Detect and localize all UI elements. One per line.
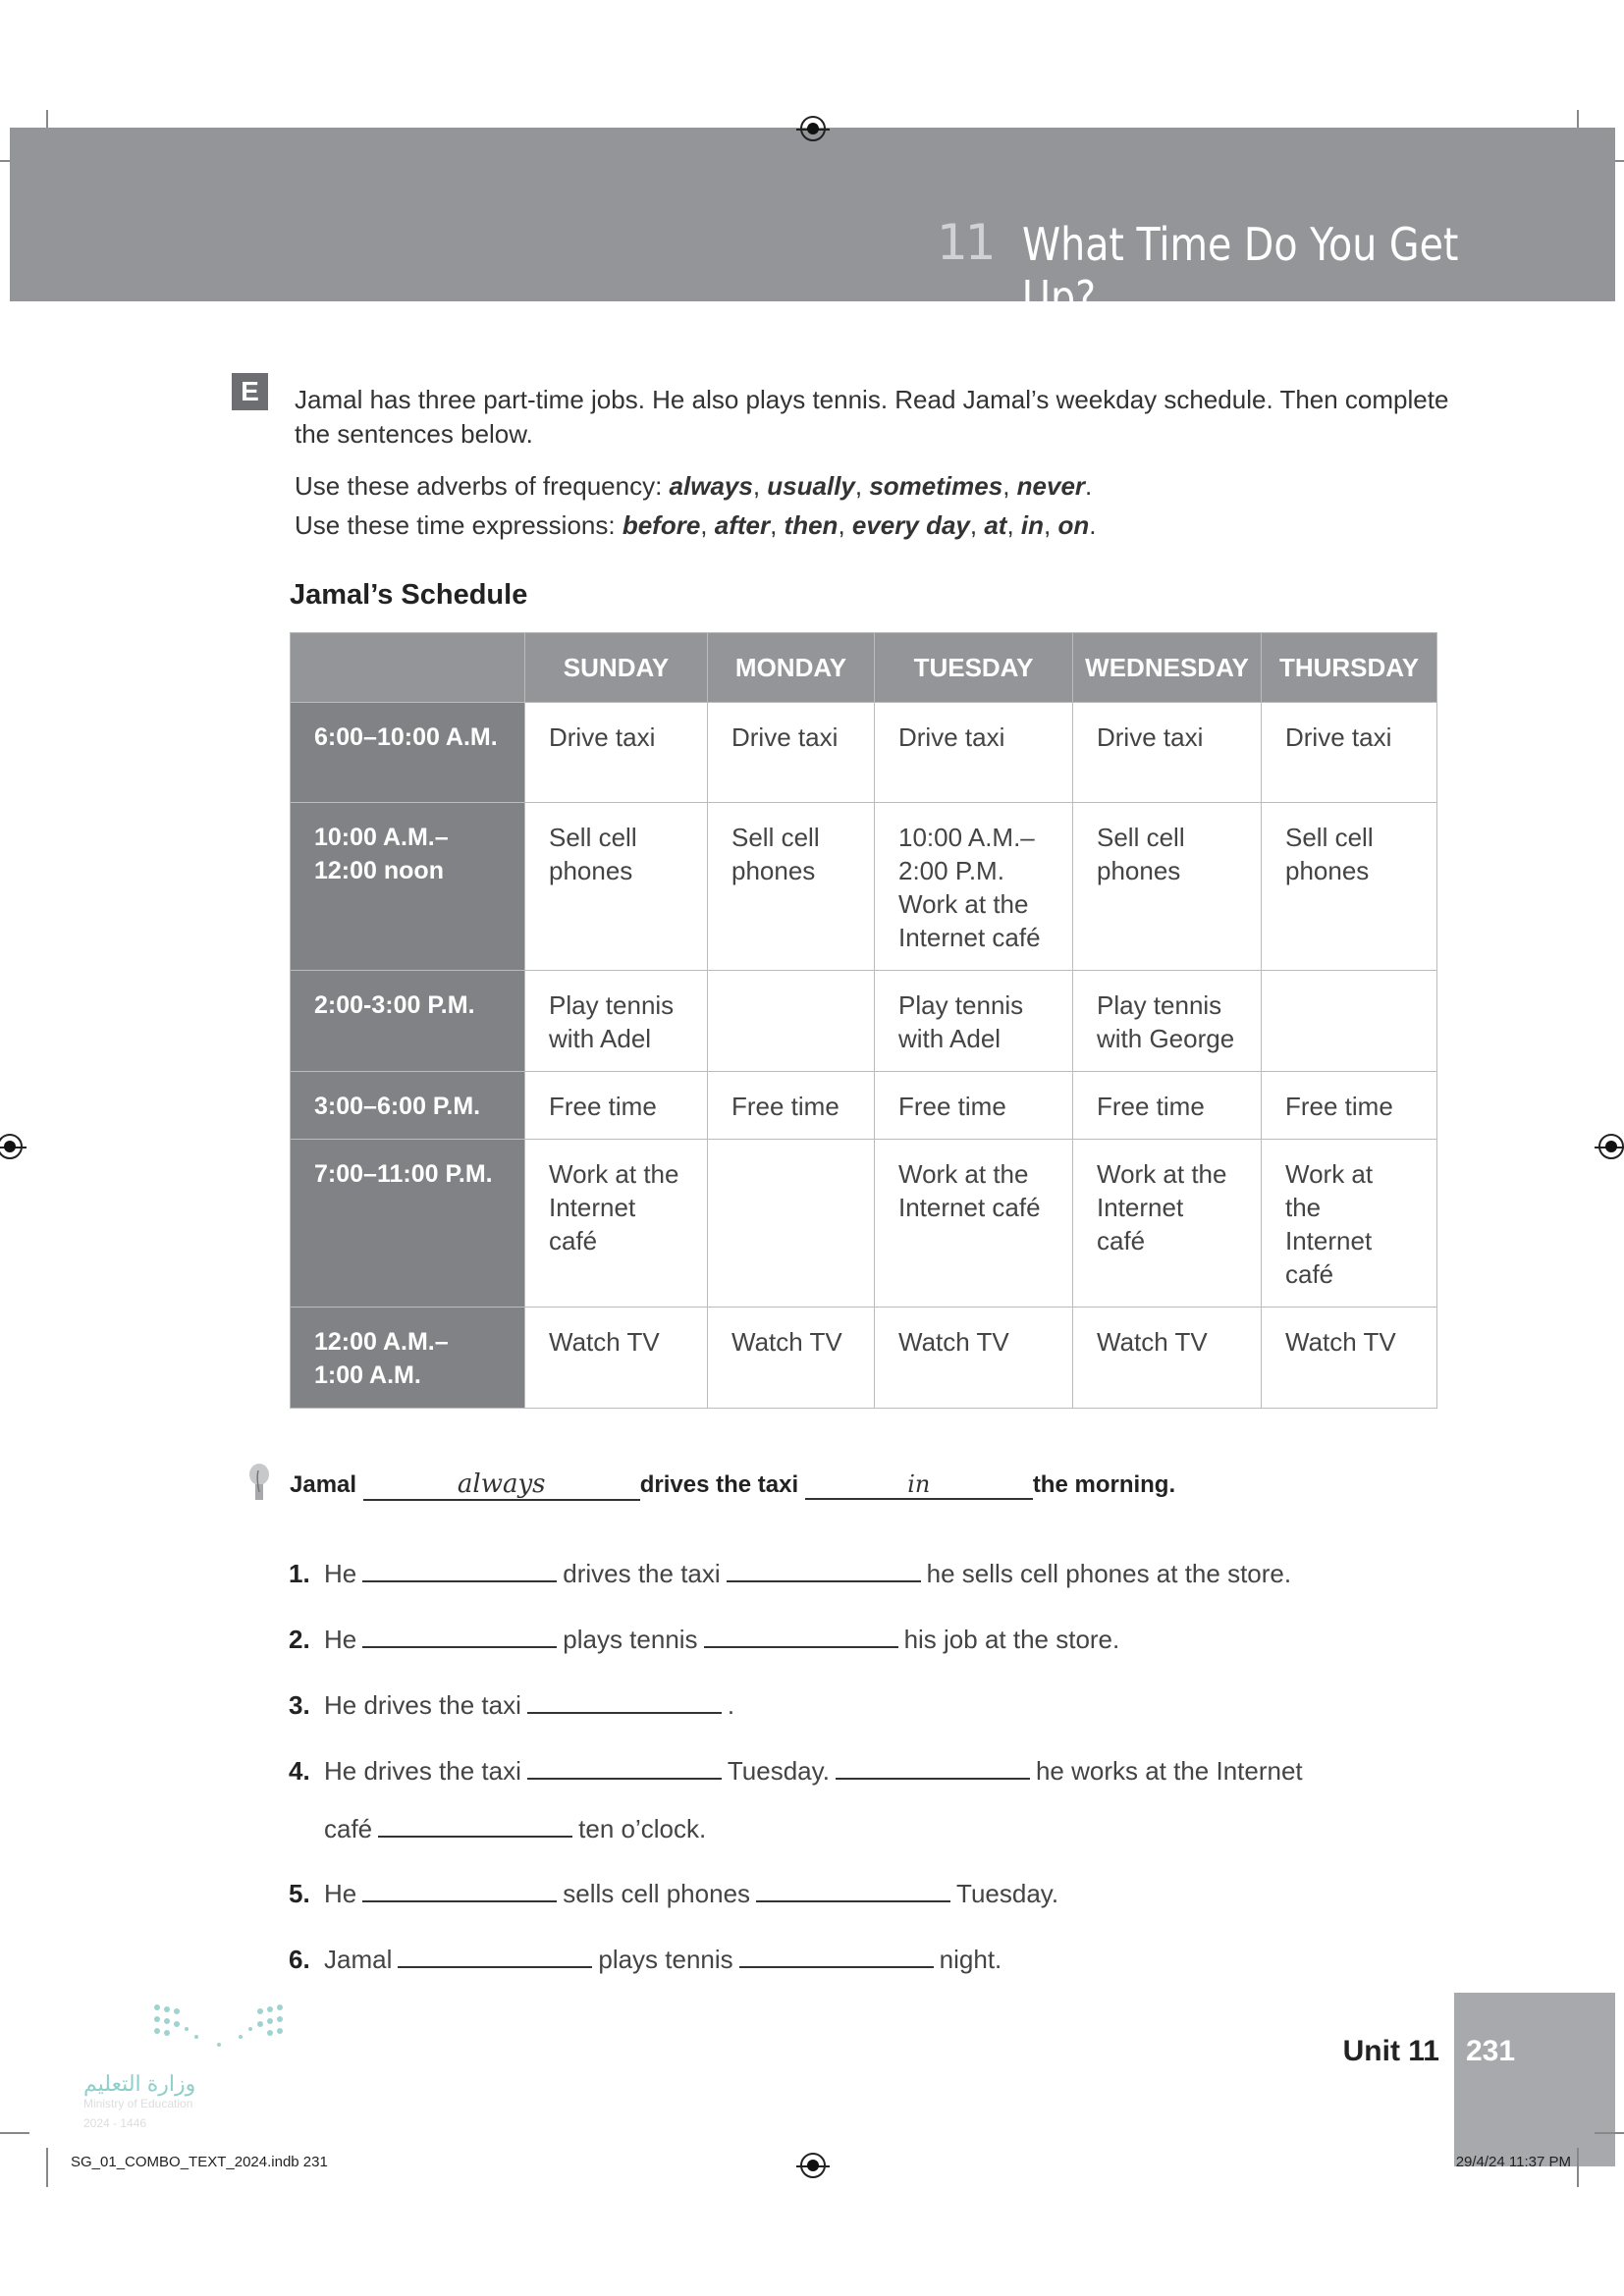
schedule-cell: Drive taxi [708, 703, 875, 803]
schedule-cell: Play tennis with Adel [525, 971, 708, 1072]
corner-cell [291, 633, 525, 703]
schedule-cell: Work at the Internet café [1262, 1140, 1437, 1308]
table-row [291, 971, 1437, 1072]
item-text: he works at the Internet [1035, 1756, 1303, 1786]
page-title: What Time Do You Get Up? [1022, 218, 1459, 324]
item-number: 3. [289, 1690, 310, 1720]
exercise-item [289, 1814, 706, 1844]
schedule-cell: Play tennis with Adel [875, 971, 1073, 1072]
schedule-table [290, 632, 1437, 1409]
crop-mark [1595, 2132, 1624, 2134]
time-slot: 3:00–6:00 P.M. [291, 1072, 525, 1140]
answer-blank[interactable] [527, 1690, 722, 1714]
exercise-item [289, 1756, 1303, 1787]
exercise-item [289, 1945, 1001, 1975]
schedule-cell: Work at the Internet café [875, 1140, 1073, 1308]
column-header: WEDNESDAY [1073, 633, 1262, 703]
registration-mark-icon [0, 1134, 23, 1159]
time-slot: 6:00–10:00 A.M. [291, 703, 525, 803]
page-number-tab [1454, 1993, 1615, 2166]
exercise-item [289, 1879, 1058, 1909]
item-text: night. [939, 1945, 1002, 1974]
ministry-logo [83, 1998, 295, 2130]
item-text: ten o’clock. [578, 1814, 707, 1843]
answer-blank[interactable] [727, 1559, 921, 1582]
answer-blank[interactable] [756, 1879, 950, 1902]
schedule-cell [708, 971, 875, 1072]
item-text: sells cell phones [563, 1879, 751, 1908]
item-text: his job at the store. [903, 1625, 1120, 1654]
schedule-cell: 10:00 A.M.– 2:00 P.M. Work at the Internet café [875, 803, 1073, 971]
word: always [669, 471, 753, 501]
item-text: Tuesday. [956, 1879, 1059, 1908]
item-text: Jamal [324, 1945, 393, 1974]
table-row [291, 803, 1437, 971]
schedule-cell: Watch TV [1073, 1308, 1262, 1409]
example-text: the morning. [1032, 1471, 1176, 1498]
answer-blank[interactable] [378, 1814, 572, 1838]
item-text: drives the taxi [563, 1559, 721, 1588]
schedule-cell: Watch TV [525, 1308, 708, 1409]
adverbs-line: Use these adverbs of frequency: always, usually, sometimes, never. [295, 471, 1093, 501]
word: at [984, 510, 1007, 540]
answer-blank[interactable] [362, 1879, 557, 1902]
schedule-cell [1262, 971, 1437, 1072]
lightbulb-icon [248, 1463, 270, 1504]
logo-year: 2024 - 1446 [83, 2116, 147, 2130]
schedule-cell: Sell cell phones [708, 803, 875, 971]
example-sentence [290, 1469, 1175, 1501]
time-slot: 7:00–11:00 P.M. [291, 1140, 525, 1308]
answer-blank[interactable] [739, 1945, 934, 1968]
instruction-line: Jamal has three part-time jobs. He also plays tennis. Read Jamal’s weekday schedule. Then complete [295, 385, 1449, 414]
item-text: café [324, 1814, 373, 1843]
schedule-cell: Free time [525, 1072, 708, 1140]
exercise-item [289, 1625, 1119, 1655]
example-answer: in [805, 1470, 1033, 1500]
example-answer: always [363, 1469, 640, 1501]
registration-mark-icon [800, 116, 826, 141]
item-text: He [324, 1879, 357, 1908]
schedule-cell: Play tennis with George [1073, 971, 1262, 1072]
schedule-cell: Work at the Internet café [1073, 1140, 1262, 1308]
word: usually [767, 471, 855, 501]
table-row [291, 703, 1437, 803]
schedule-cell: Drive taxi [1262, 703, 1437, 803]
word: every day [851, 510, 970, 540]
answer-blank[interactable] [362, 1625, 557, 1648]
schedule-cell: Drive taxi [875, 703, 1073, 803]
schedule-cell: Drive taxi [525, 703, 708, 803]
unit-label: Unit 11 [1342, 2035, 1439, 2067]
item-number: 2. [289, 1625, 310, 1654]
item-number: 4. [289, 1756, 310, 1786]
date-info: 29/4/24 11:37 PM [1455, 2154, 1571, 2170]
column-header: THURSDAY [1262, 633, 1437, 703]
logo-dots-icon [83, 1998, 295, 2066]
schedule-cell: Free time [1073, 1072, 1262, 1140]
adverbs-prefix: Use these adverbs of frequency: [295, 471, 670, 501]
registration-mark-icon [1598, 1134, 1624, 1159]
answer-blank[interactable] [704, 1625, 898, 1648]
schedule-cell: Drive taxi [1073, 703, 1262, 803]
crop-mark [0, 2132, 29, 2134]
item-text: He drives the taxi [324, 1756, 521, 1786]
item-text: plays tennis [598, 1945, 733, 1974]
item-text: he sells cell phones at the store. [926, 1559, 1292, 1588]
schedule-cell: Sell cell phones [1073, 803, 1262, 971]
table-header-row [291, 633, 1437, 703]
instruction-line: the sentences below. [295, 419, 533, 449]
word: after [714, 510, 771, 540]
table-row [291, 1072, 1437, 1140]
word: before [622, 510, 701, 540]
logo-arabic: وزارة التعليم [83, 2071, 196, 2096]
item-text: He [324, 1559, 357, 1588]
item-number: 1. [289, 1559, 310, 1588]
crop-mark [1577, 2148, 1579, 2187]
unit-number: 11 [937, 214, 994, 271]
time-slot: 10:00 A.M.– 12:00 noon [291, 803, 525, 971]
answer-blank[interactable] [362, 1559, 557, 1582]
time-slot: 2:00-3:00 P.M. [291, 971, 525, 1072]
answer-blank[interactable] [836, 1756, 1030, 1780]
schedule-cell: Sell cell phones [1262, 803, 1437, 971]
schedule-cell [708, 1140, 875, 1308]
word: then [784, 510, 839, 540]
time-prefix: Use these time expressions: [295, 510, 623, 540]
word: in [1020, 510, 1045, 540]
answer-blank[interactable] [398, 1945, 592, 1968]
time-slot: 12:00 A.M.– 1:00 A.M. [291, 1308, 525, 1409]
crop-mark [46, 2148, 48, 2187]
item-number: 6. [289, 1945, 310, 1974]
word: sometimes [869, 471, 1003, 501]
time-expressions-line: Use these time expressions: before, after, then, every day, at, in, on. [295, 510, 1097, 540]
answer-blank[interactable] [527, 1756, 722, 1780]
word: never [1016, 471, 1086, 501]
schedule-title: Jamal’s Schedule [290, 579, 528, 611]
schedule-cell: Work at the Internet café [525, 1140, 708, 1308]
exercise-item [289, 1690, 734, 1721]
example-text: drives the taxi [639, 1471, 799, 1498]
item-text: He drives the taxi [324, 1690, 521, 1720]
logo-english: Ministry of Education [83, 2097, 193, 2110]
schedule-cell: Watch TV [1262, 1308, 1437, 1409]
item-text: Tuesday. [727, 1756, 830, 1786]
exercise-letter-badge: E [232, 373, 268, 410]
schedule-cell: Free time [1262, 1072, 1437, 1140]
table-row [291, 1140, 1437, 1308]
column-header: MONDAY [708, 633, 875, 703]
item-text: He [324, 1625, 357, 1654]
exercise-item [289, 1559, 1291, 1589]
item-text: . [727, 1690, 735, 1720]
registration-mark-icon [800, 2153, 826, 2178]
schedule-cell: Sell cell phones [525, 803, 708, 971]
word: on [1057, 510, 1090, 540]
file-info: SG_01_COMBO_TEXT_2024.indb 231 [71, 2154, 328, 2170]
example-text: Jamal [290, 1471, 357, 1498]
item-number: 5. [289, 1879, 310, 1908]
column-header: SUNDAY [525, 633, 708, 703]
table-row [291, 1308, 1437, 1409]
schedule-cell: Watch TV [708, 1308, 875, 1409]
schedule-cell: Free time [708, 1072, 875, 1140]
item-text: plays tennis [563, 1625, 698, 1654]
column-header: TUESDAY [875, 633, 1073, 703]
schedule-cell: Watch TV [875, 1308, 1073, 1409]
schedule-cell: Free time [875, 1072, 1073, 1140]
page-number: 231 [1466, 2035, 1516, 2067]
